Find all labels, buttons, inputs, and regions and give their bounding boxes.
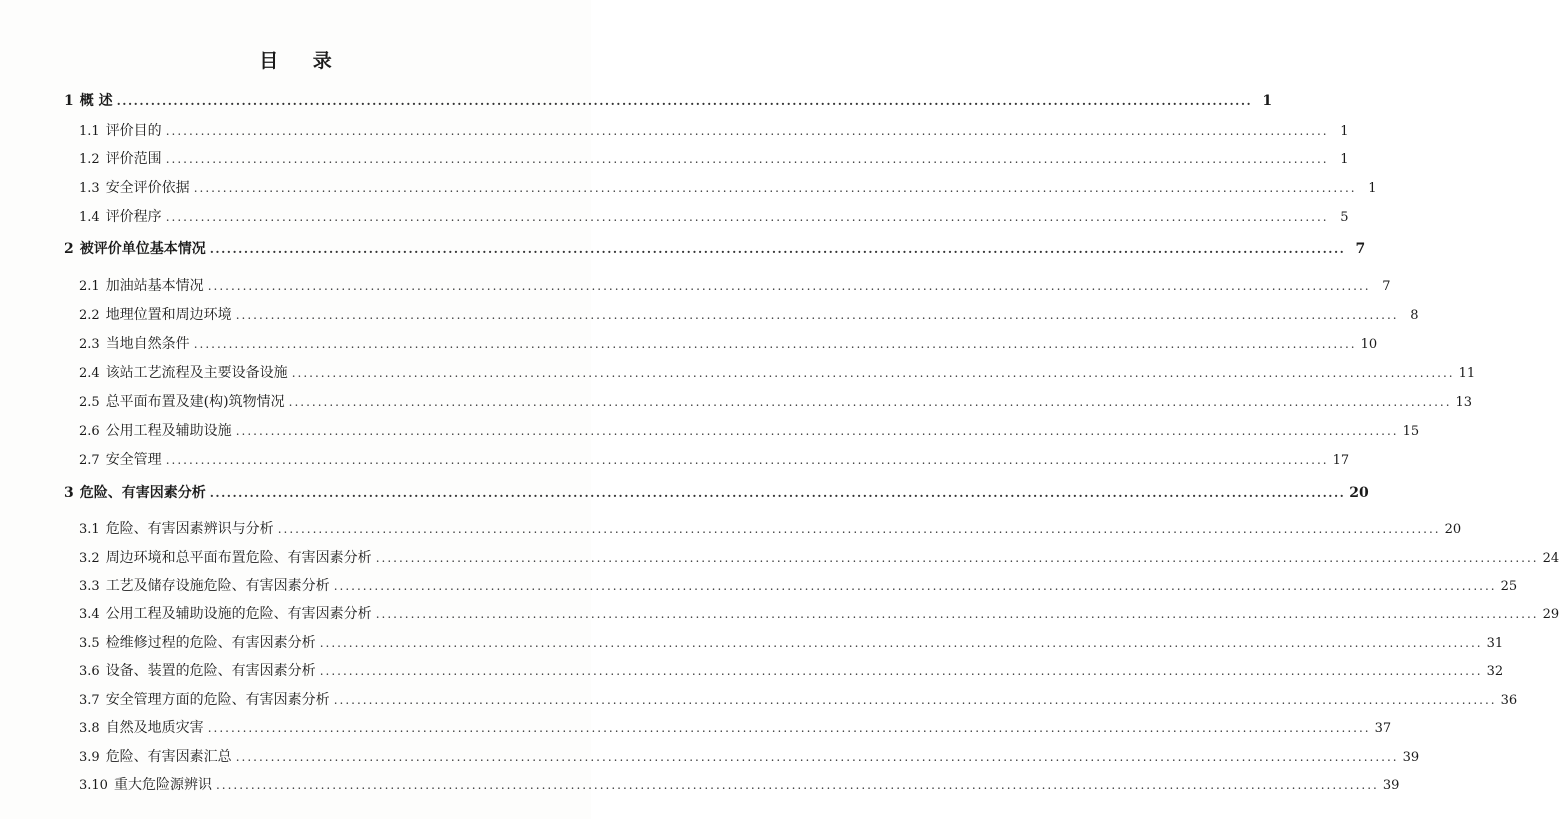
toc-entry-title: 总平面布置及建(构)筑物情况: [105, 394, 285, 410]
toc-entry-number: 2.6: [79, 424, 100, 439]
dot-leader: ........................................................................................................................................................................................................: [291, 366, 1455, 380]
toc-page-number: 20: [1349, 485, 1369, 501]
toc-page-number: 10: [1360, 337, 1378, 352]
toc-section-entry[interactable]: [79, 774, 1400, 796]
toc-entry-number: 3.10: [79, 778, 108, 793]
toc-page-number: 1: [1340, 152, 1349, 167]
toc-entry-number: 1.3: [79, 181, 100, 196]
toc-entry-title: 地理位置和周边环境: [105, 307, 232, 323]
toc-entry-number: 3: [64, 485, 74, 501]
toc-section-entry[interactable]: [79, 275, 1391, 297]
toc-entry-title: 该站工艺流程及主要设备设施: [105, 365, 288, 381]
toc-page-number: 13: [1455, 395, 1473, 410]
toc-section-entry[interactable]: [79, 333, 1378, 355]
toc-chapter-entry[interactable]: [64, 238, 1366, 260]
dot-leader: ........................................................................................................................................................................................................: [333, 579, 1497, 593]
dot-leader: ........................................................................................................................................................................................................: [165, 152, 1329, 166]
toc-section-entry[interactable]: [79, 660, 1504, 682]
toc-page-number: 31: [1486, 636, 1504, 651]
toc-entry-number: 1.4: [79, 210, 100, 225]
page-title: 目 录: [259, 50, 346, 72]
toc-section-entry[interactable]: [79, 518, 1462, 540]
dot-leader: ........................................................................................................................................................................................................: [193, 181, 1357, 195]
toc-section-entry[interactable]: [79, 575, 1518, 597]
toc-entry-number: 3.6: [79, 664, 100, 679]
toc-entry-title: 工艺及储存设施危险、有害因素分析: [105, 578, 330, 594]
toc-entry-title: 危险、有害因素汇总: [105, 749, 232, 765]
toc-entry-title: 自然及地质灾害: [105, 720, 204, 736]
toc-entry-number: 3.4: [79, 607, 100, 622]
toc-entry-title: 评价范围: [105, 151, 162, 167]
toc-page-number: 25: [1500, 579, 1518, 594]
toc-chapter-entry[interactable]: [64, 90, 1273, 112]
toc-page-number: 1: [1340, 124, 1349, 139]
dot-leader: ........................................................................................................................................................................................................: [235, 424, 1399, 438]
toc-section-entry[interactable]: [79, 746, 1420, 768]
dot-leader: ........................................................................................................................................................................................................: [375, 551, 1539, 565]
toc-section-entry[interactable]: [79, 304, 1419, 326]
dot-leader: ........................................................................................................................................................................................................: [193, 337, 1357, 351]
toc-entry-title: 安全管理方面的危险、有害因素分析: [105, 692, 330, 708]
toc-entry-title: 被评价单位基本情况: [79, 241, 206, 257]
toc-entry-title: 危险、有害因素辨识与分析: [105, 521, 274, 537]
toc-section-entry[interactable]: [79, 206, 1349, 228]
dot-leader: ........................................................................................................................................................................................................: [165, 124, 1329, 138]
toc-entry-number: 2: [64, 241, 74, 257]
toc-page-number: 15: [1402, 424, 1420, 439]
toc-entry-number: 2.5: [79, 395, 100, 410]
toc-entry-number: 3.5: [79, 636, 100, 651]
dot-leader: ........................................................................................................................................................................................................: [333, 693, 1497, 707]
toc-entry-title: 周边环境和总平面布置危险、有害因素分析: [105, 550, 372, 566]
dot-leader: ........................................................................................................................................................................................................: [288, 395, 1452, 409]
toc-entry-number: 1.1: [79, 124, 100, 139]
toc-page-number: 1: [1368, 181, 1377, 196]
dot-leader: ........................................................................................................................................................................................................: [165, 210, 1329, 224]
toc-page-number: 17: [1332, 453, 1350, 468]
dot-leader: ........................................................................................................................................................................................................: [209, 486, 1346, 500]
toc-page-number: 11: [1458, 366, 1476, 381]
toc-entry-number: 3.7: [79, 693, 100, 708]
toc-entry-title: 公用工程及辅助设施的危险、有害因素分析: [105, 606, 372, 622]
toc-page-number: 5: [1340, 210, 1349, 225]
toc-entry-title: 概 述: [79, 93, 113, 109]
toc-section-entry[interactable]: [79, 449, 1350, 471]
toc-entry-title: 公用工程及辅助设施: [105, 423, 232, 439]
toc-page-number: 39: [1382, 778, 1400, 793]
toc-entry-number: 3.2: [79, 551, 100, 566]
toc-entry-title: 危险、有害因素分析: [79, 485, 206, 501]
toc-entry-number: 1.2: [79, 152, 100, 167]
toc-page-number: 32: [1486, 664, 1504, 679]
toc-section-entry[interactable]: [79, 547, 1559, 569]
toc-page-number: 36: [1500, 693, 1518, 708]
toc-page-number: 37: [1374, 721, 1392, 736]
toc-section-entry[interactable]: [79, 120, 1349, 142]
toc-page-number: 7: [1382, 279, 1391, 294]
dot-leader: ........................................................................................................................................................................................................: [165, 453, 1329, 467]
toc-entry-number: 3.1: [79, 522, 100, 537]
dot-leader: ........................................................................................................................................................................................................: [116, 94, 1253, 108]
toc-entry-title: 加油站基本情况: [105, 278, 204, 294]
toc-entry-title: 检维修过程的危险、有害因素分析: [105, 635, 316, 651]
toc-page-number: 24: [1542, 551, 1559, 566]
dot-leader: ........................................................................................................................................................................................................: [375, 607, 1539, 621]
toc-chapter-entry[interactable]: [64, 482, 1369, 504]
toc-entry-title: 评价程序: [105, 209, 162, 225]
toc-entry-title: 安全管理: [105, 452, 162, 468]
dot-leader: ........................................................................................................................................................................................................: [209, 242, 1346, 256]
dot-leader: ........................................................................................................................................................................................................: [319, 664, 1483, 678]
dot-leader: ........................................................................................................................................................................................................: [235, 750, 1399, 764]
dot-leader: ........................................................................................................................................................................................................: [207, 721, 1371, 735]
toc-section-entry[interactable]: [79, 632, 1504, 654]
toc-page-number: 1: [1262, 93, 1273, 109]
toc-entry-number: 2.7: [79, 453, 100, 468]
toc-entry-title: 安全评价依据: [105, 180, 190, 196]
toc-page-number: 8: [1410, 308, 1419, 323]
toc-entry-title: 重大危险源辨识: [113, 777, 212, 793]
toc-section-entry[interactable]: [79, 362, 1476, 384]
toc-section-entry[interactable]: [79, 391, 1473, 413]
toc-entry-number: 2.4: [79, 366, 100, 381]
toc-page-number: 29: [1542, 607, 1559, 622]
toc-section-entry[interactable]: [79, 420, 1420, 442]
dot-leader: ........................................................................................................................................................................................................: [207, 279, 1371, 293]
toc-entry-title: 设备、装置的危险、有害因素分析: [105, 663, 316, 679]
toc-section-entry[interactable]: [79, 689, 1518, 711]
toc-entry-number: 2.2: [79, 308, 100, 323]
toc-entry-number: 2.3: [79, 337, 100, 352]
toc-entry-title: 当地自然条件: [105, 336, 190, 352]
toc-entry-title: 评价目的: [105, 123, 162, 139]
toc-section-entry[interactable]: [79, 717, 1392, 739]
dot-leader: ........................................................................................................................................................................................................: [277, 522, 1441, 536]
toc-entry-number: 3.8: [79, 721, 100, 736]
toc-section-entry[interactable]: [79, 603, 1559, 625]
dot-leader: ........................................................................................................................................................................................................: [235, 308, 1399, 322]
toc-page-number: 39: [1402, 750, 1420, 765]
toc-entry-number: 3.9: [79, 750, 100, 765]
toc-page-number: 20: [1444, 522, 1462, 537]
toc-section-entry[interactable]: [79, 177, 1377, 199]
toc-page-number: 7: [1355, 241, 1366, 257]
toc-entry-number: 1: [64, 93, 74, 109]
dot-leader: ........................................................................................................................................................................................................: [215, 778, 1379, 792]
toc-section-entry[interactable]: [79, 148, 1349, 170]
toc-entry-number: 2.1: [79, 279, 100, 294]
dot-leader: ........................................................................................................................................................................................................: [319, 636, 1483, 650]
toc-entry-number: 3.3: [79, 579, 100, 594]
